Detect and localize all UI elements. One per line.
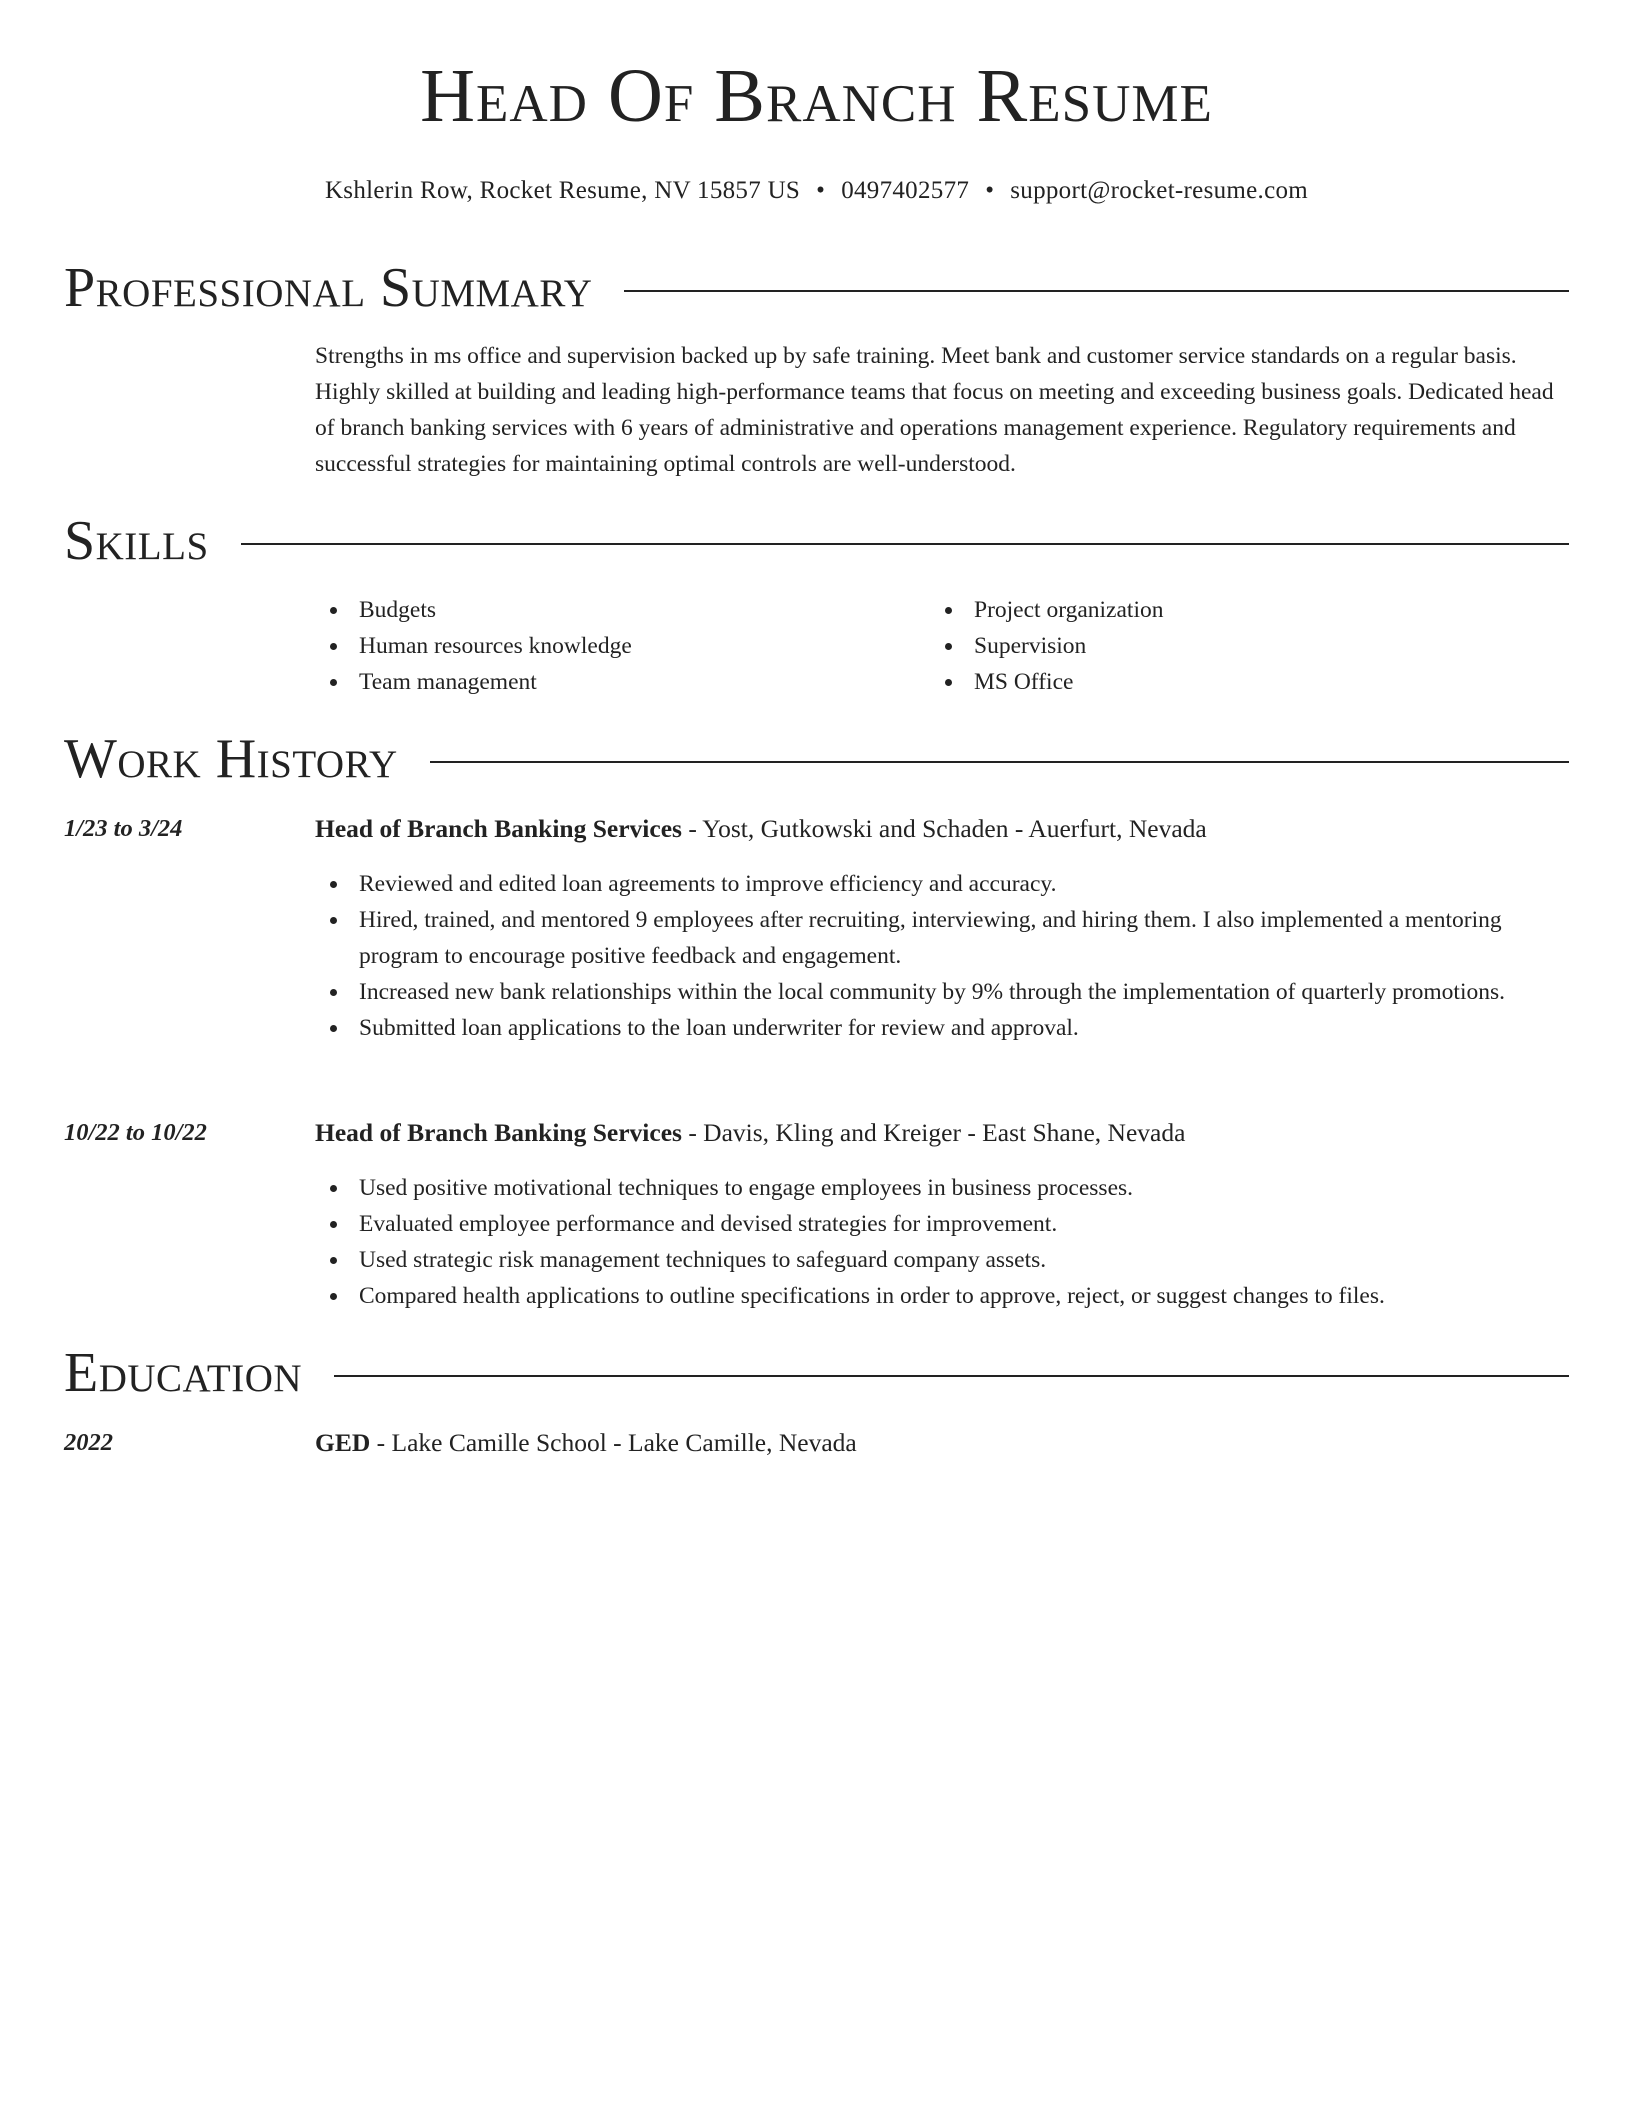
skill-item: Team management (315, 664, 915, 700)
section-header-summary (64, 257, 1569, 319)
skills-column-right (930, 592, 1530, 700)
section-title-skills: Skills (64, 510, 209, 572)
job-responsibilities (315, 1170, 1515, 1314)
job-bullet: Used positive motivational techniques to engage employees in business processes. (315, 1170, 1515, 1206)
resume-title: Head Of Branch Resume (420, 54, 1213, 138)
skill-item: Project organization (930, 592, 1530, 628)
section-header-skills (64, 510, 1569, 572)
contact-address: Kshlerin Row, Rocket Resume, NV 15857 US (324, 177, 801, 204)
skill-item: MS Office (930, 664, 1530, 700)
contact-separator: • (816, 177, 826, 204)
job-dates: 10/22 to 10/22 (64, 1119, 207, 1146)
contact-line (64, 176, 1569, 206)
section-divider (624, 290, 1569, 292)
skill-item: Budgets (315, 592, 915, 628)
job-heading (315, 1117, 1569, 1149)
job-title: Head of Branch Banking Services (315, 1118, 682, 1147)
section-title-work: Work History (64, 728, 398, 790)
contact-phone: 0497402577 (841, 177, 970, 204)
section-divider (241, 543, 1569, 545)
education-year: 2022 (64, 1429, 113, 1456)
section-divider (334, 1375, 1569, 1377)
job-bullet: Increased new bank relationships within the local community by 9% through the implementation of quarterly promotions. (315, 974, 1515, 1010)
job-responsibilities (315, 866, 1515, 1046)
skills-column-left (315, 592, 915, 700)
job-title: Head of Branch Banking Services (315, 814, 682, 843)
job-heading (315, 813, 1569, 845)
section-header-work (64, 728, 1569, 790)
skill-item: Human resources knowledge (315, 628, 915, 664)
contact-separator: • (985, 177, 995, 204)
section-title-education: Education (64, 1342, 303, 1404)
section-title-summary: Professional Summary (64, 257, 593, 319)
skill-item: Supervision (930, 628, 1530, 664)
section-divider (430, 761, 1569, 763)
job-employer-location: - Davis, Kling and Kreiger - East Shane, Nevada (681, 1118, 1186, 1147)
job-bullet: Compared health applications to outline specifications in order to approve, reject, or suggest changes to files. (315, 1278, 1515, 1314)
job-bullet: Submitted loan applications to the loan underwriter for review and approval. (315, 1010, 1515, 1046)
contact-email[interactable]: support@rocket-resume.com (1010, 177, 1309, 204)
education-heading (315, 1427, 1569, 1459)
job-dates: 1/23 to 3/24 (64, 815, 183, 842)
summary-text: Strengths in ms office and supervision backed up by safe training. Meet bank and customer service standards on a regular basis. Highly skilled at building and leading high-performance teams that focus on meeting and exceeding business goals. Dedicated head of branch banking services with 6 years of administrative and operations management experience. Regulatory requirements and successful strategies for maintaining optimal controls are well-understood. (315, 343, 1554, 477)
job-bullet: Hired, trained, and mentored 9 employees after recruiting, interviewing, and hiring them. I also implemented a mentoring program to encourage positive feedback and engagement. (315, 902, 1515, 974)
job-bullet: Evaluated employee performance and devised strategies for improvement. (315, 1206, 1515, 1242)
job-bullet: Reviewed and edited loan agreements to improve efficiency and accuracy. (315, 866, 1515, 902)
section-header-education (64, 1342, 1569, 1404)
job-employer-location: - Yost, Gutkowski and Schaden - Auerfurt, Nevada (681, 814, 1207, 843)
education-school-location: - Lake Camille School - Lake Camille, Nevada (370, 1428, 857, 1457)
job-bullet: Used strategic risk management techniques to safeguard company assets. (315, 1242, 1515, 1278)
education-degree: GED (315, 1428, 371, 1457)
